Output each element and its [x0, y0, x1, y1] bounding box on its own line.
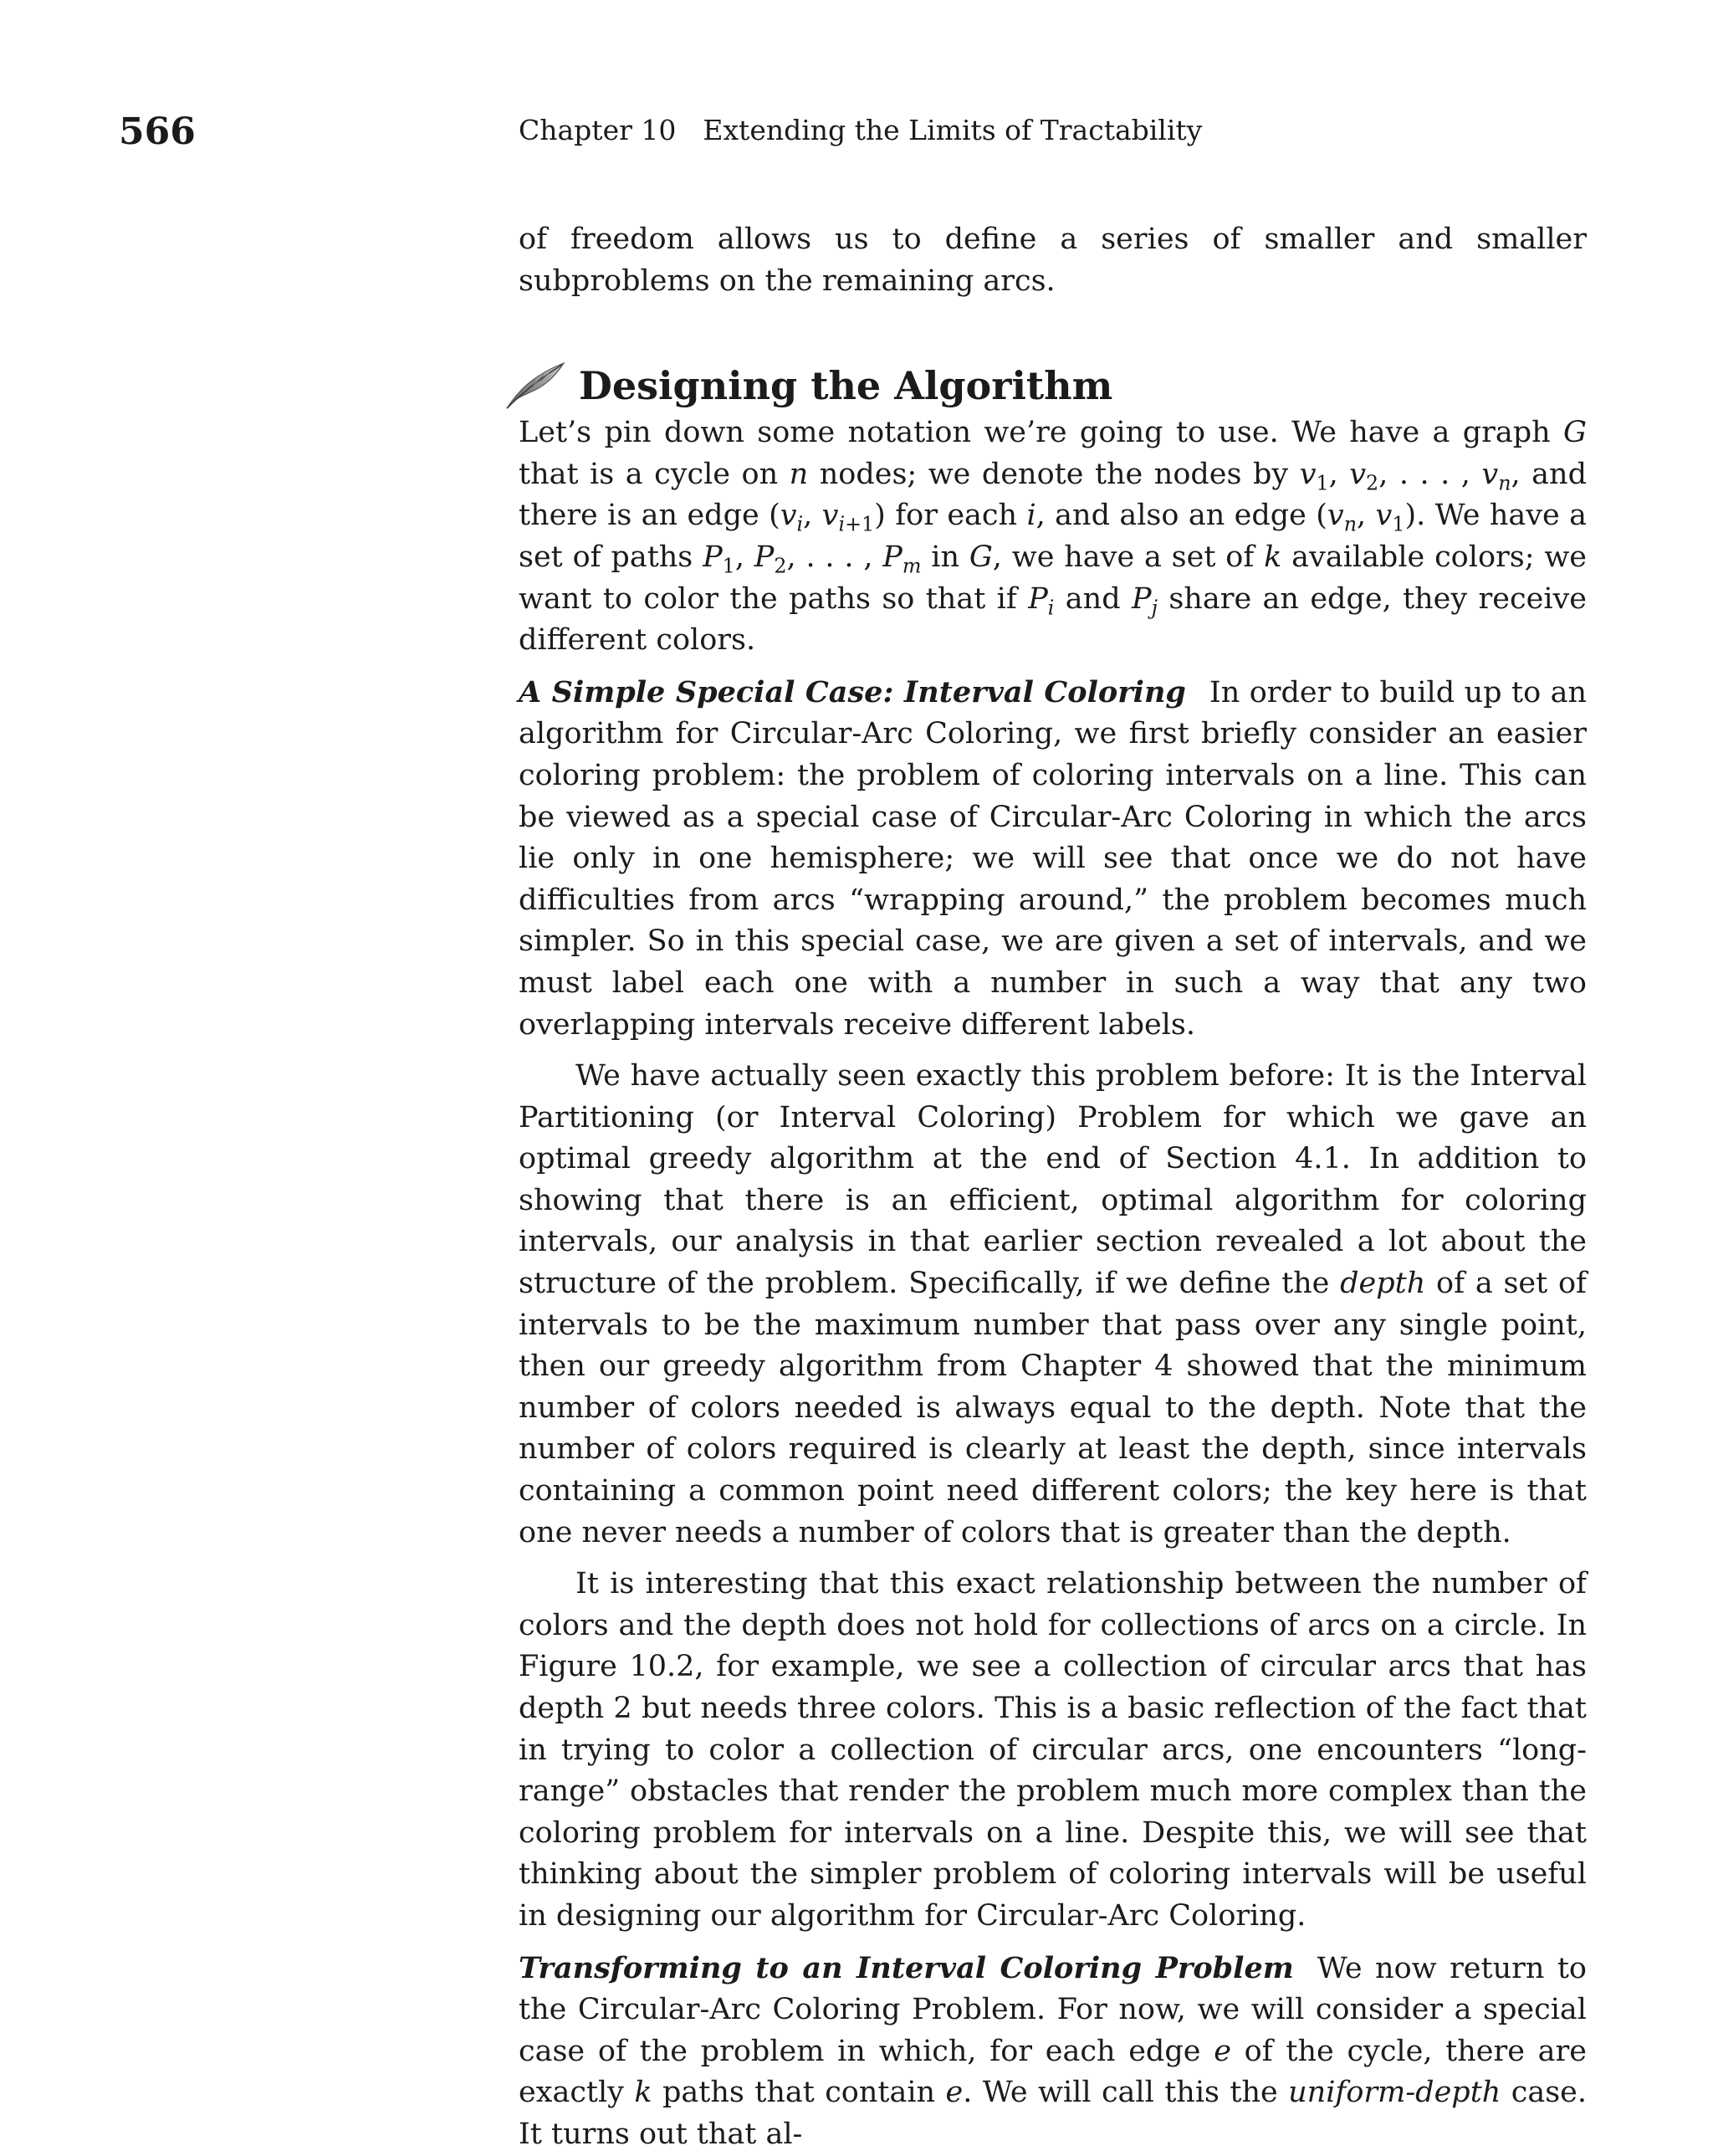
term-depth: depth — [1340, 1267, 1426, 1301]
page-number: 566 — [119, 110, 196, 153]
running-head — [519, 116, 1202, 144]
math-path-sequence: $P_1$, $P_2$, . . . , $P_m$ — [703, 540, 922, 578]
body-text — [519, 219, 1587, 2156]
chapter-title: Extending the Limits of Tractability — [703, 114, 1203, 146]
simple-case-paragraph: A Simple Special Case: Interval Coloring In order to build up to an algorithm for Circular-Arc Coloring, we first briefly consider an easier coloring problem: the problem of coloring intervals on a line. This can be viewed as a special case of Circular-Arc Coloring in which the arcs lie only in one hemisphere; we will see that once we do not have difficulties from arcs “wrapping around,” the problem becomes much simpler. So in this special case, we are given a set of intervals, and we must label each one with a number in such a way that any two overlapping intervals receive different labels. — [519, 674, 1587, 1042]
math-node-sequence: $v_1$, $v_2$, . . . , $v_n$ — [1299, 457, 1511, 495]
transforming-paragraph: Transforming to an Interval Coloring Problem We now return to the Circular-Arc Coloring Problem. For now, we will consider a special case of the problem in which, for each edge e of the cycle, there are exactly k paths that contain e. We will call this the uniform-depth case. It turns out that al- — [519, 1950, 1587, 2151]
math-pi: $P_i$ — [1028, 581, 1055, 620]
section-title: Designing the Algorithm — [579, 363, 1113, 409]
continuation-paragraph: of freedom allows us to define a series of smaller and smaller subproblems on the remaining arcs. — [519, 223, 1587, 298]
term-uniform-depth: uniform-depth — [1288, 2076, 1501, 2110]
math-edge-vn: ($v_n$, $v_1$) — [1316, 499, 1417, 536]
notation-paragraph: Let’s pin down some notation we’re going to use. We have a graph G that is a cycle on n nodes; we denote the nodes by $v_1$, $v_2$, . . . , $v_n$, and there is an edge ($v_i$, $v_{i+1}$) for each i, and also an edge ($v_n$, $v_1$). We have a set of paths $P_1$, $P_2$, . . . , $P_m$ in G, we have a set of k available colors; we want to color the paths so that if $P_i$ and $P_j$ share an edge, they receive different colors. — [519, 416, 1588, 658]
math-pj: $P_j$ — [1132, 581, 1158, 620]
run-in-heading-transforming: Transforming to an Interval Coloring Problem — [519, 1950, 1294, 1985]
chapter-label: Chapter 10 — [519, 114, 677, 146]
math-edge-vi: ($v_i$, $v_{i+1}$) — [769, 499, 886, 536]
run-in-heading-interval-coloring: A Simple Special Case: Interval Coloring — [519, 674, 1186, 709]
seen-before-paragraph: We have actually seen exactly this problem before: It is the Interval Partitioning (or Interval Coloring) Problem for which we gave an optimal greedy algorithm at the end of Section 4.1. In addition to showing that there is an efficient, optimal algorithm for coloring intervals, our analysis in that earlier section revealed a lot about the structure of the problem. Specifically, if we define the depth of a set of intervals to be the maximum number that pass over any single point, then our greedy algorithm from Chapter 4 showed that the minimum number of colors needed is always equal to the depth. Note that the number of colors required is clearly at least the depth, since intervals containing a common point need different colors; the key here is that one never needs a number of colors that is greater than the depth. — [519, 1059, 1587, 1549]
quill-pen-icon — [502, 360, 567, 412]
section-heading — [502, 361, 1587, 411]
interesting-paragraph: It is interesting that this exact relationship between the number of colors and the depth does not hold for collections of arcs on a circle. In Figure 10.2, for example, we see a collection of circular arcs that has depth 2 but needs three colors. This is a basic reflection of the fact that in trying to color a collection of circular arcs, one encounters “long-range” obstacles that render the problem much more complex than the coloring problem for intervals on a line. Despite this, we will see that thinking about the simpler problem of coloring intervals will be useful in designing our algorithm for Circular-Arc Coloring. — [519, 1567, 1587, 1933]
